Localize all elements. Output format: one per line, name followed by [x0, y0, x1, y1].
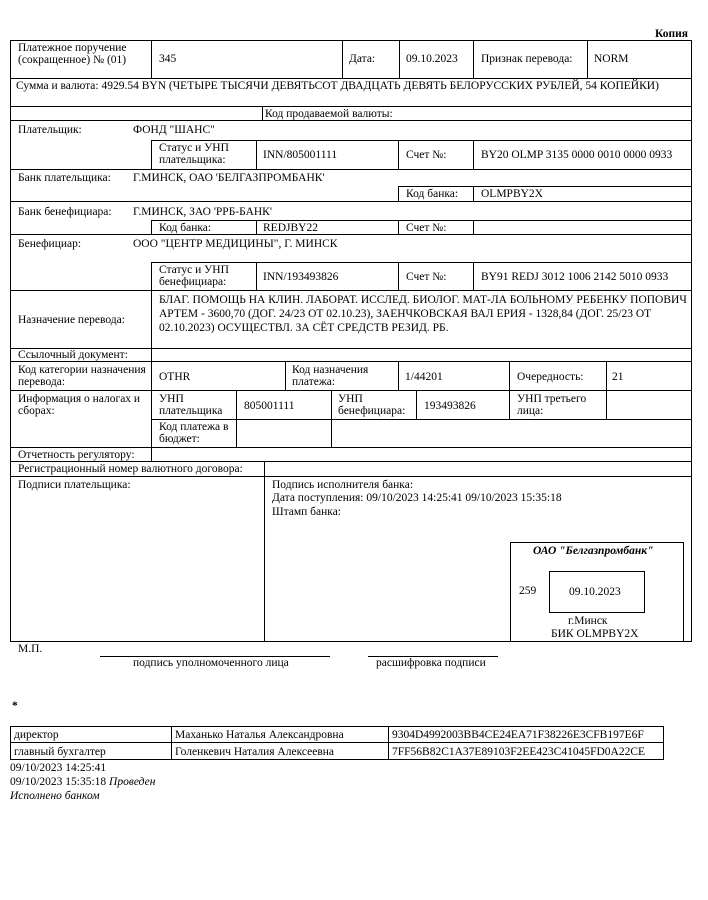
payer-bank-code: OLMPBY2X [481, 188, 543, 200]
payer-name: ФОНД "ШАНС" [133, 124, 215, 136]
beneficiary-status-label: Статус и УНП бенефициара: [159, 264, 229, 288]
signer-hash: 9304D4992003BB4CE24EA71F38226E3CFB197E6F [392, 729, 644, 741]
regulator-label: Отчетность регулятору: [18, 449, 135, 461]
payer-account: BY20 OLMP 3135 0000 0010 0000 0933 [481, 149, 673, 161]
payer-bank-name: Г.МИНСК, ОАО 'БЕЛГАЗПРОМБАНК' [133, 172, 325, 184]
receipt-date: Дата поступления: 09/10/2023 14:25:41 09/10/2023 15:35:18 [272, 492, 562, 504]
stamp-city: г.Минск [568, 615, 608, 627]
beneficiary-account: BY91 REDJ 3012 1006 2142 5010 0933 [481, 271, 669, 283]
category-value: OTHR [159, 371, 191, 383]
purpose-code: 1/44201 [405, 371, 443, 383]
footer-status: Проведен [109, 776, 156, 788]
order-title: Платежное поручение (сокращенное) № (01) [18, 42, 127, 66]
purpose-code-label: Код назначения платежа: [292, 364, 369, 388]
asterisk-mark: * [12, 700, 18, 712]
beneficiary-account-label: Счет №: [406, 271, 447, 283]
copy-label: Копия [655, 28, 688, 40]
order-date: 09.10.2023 [406, 53, 458, 65]
payer-unp: 805001111 [244, 400, 295, 412]
sold-currency-label: Код продаваемой валюты: [265, 108, 393, 120]
currency-contract-label: Регистрационный номер валютного договора: [18, 463, 243, 475]
purpose-label: Назначение перевода: [18, 314, 125, 326]
category-label: Код категории назначения перевода: [18, 364, 146, 388]
stamp-bic: БИК OLMPBY2X [551, 628, 639, 640]
footer-time: 09/10/2023 15:35:18 [10, 776, 107, 788]
budget-code-label: Код платежа в бюджет: [159, 421, 229, 445]
beneficiary-label: Бенефициар: [18, 238, 82, 250]
priority-label: Очередность: [517, 371, 584, 383]
bank-executor-signature: Подпись исполнителя банка: [272, 479, 414, 491]
payer-bank-label: Банк плательщика: [18, 172, 111, 184]
signer-name: Маханько Наталья Александровна [175, 729, 344, 741]
signature-caption: подпись уполномоченного лица [133, 657, 289, 669]
third-party-unp-label: УНП третьего лица: [517, 393, 587, 417]
beneficiary-name: ООО "ЦЕНТР МЕДИЦИНЫ", Г. МИНСК [133, 238, 338, 250]
footer-executed: Исполнено банком [10, 790, 100, 802]
payer-inn: INN/805001111 [263, 149, 338, 161]
purpose-text: БЛАГ. ПОМОЩЬ НА КЛИН. ЛАБОРАТ. ИССЛЕД. БИОЛОГ. МАТ-ЛА БОЛЬНОМУ РЕБЕНКУ ПОПОВИЧ АРТЕМ - 3600,70 (ДОГ. 24/23 ОТ 02.10.23), ЗАЕНЧКОВСКАЯ ВАЛ ЕРИЯ - 1328,84 (ДОГ. 25/23 ОТ 02.10.2023) ОСУЩЕСТВЛ. ЗА СЁТ СРЕДСТВ РЕЗИД. РБ. [159, 294, 687, 334]
beneficiary-unp: 193493826 [424, 400, 476, 412]
payer-unp-label: УНП плательщика [159, 393, 223, 417]
payer-label: Плательщик: [18, 124, 82, 136]
transfer-sign-label: Признак перевода: [481, 53, 573, 65]
beneficiary-bank-label: Банк бенефициара: [18, 206, 112, 218]
beneficiary-unp-label: УНП бенефициара: [338, 393, 406, 417]
order-number: 345 [159, 53, 177, 65]
payer-bank-code-label: Код банка: [406, 188, 459, 200]
signer-role: главный бухгалтер [14, 746, 106, 758]
payer-signatures-label: Подписи плательщика: [18, 479, 131, 491]
decode-caption: расшифровка подписи [376, 657, 486, 669]
stamp-date: 09.10.2023 [569, 586, 621, 598]
footer-timestamp-1: 09/10/2023 14:25:41 [10, 762, 107, 774]
taxes-label: Информация о налогах и сборах: [18, 393, 141, 417]
signer-hash: 7FF56B82C1A37E89103F2EE423C41045FD0A22CE [392, 746, 646, 758]
payer-account-label: Счет №: [406, 149, 447, 161]
beneficiary-bank-code: REDJBY22 [263, 222, 318, 234]
beneficiary-inn: INN/193493826 [263, 271, 339, 283]
amount-text: Сумма и валюта: 4929.54 BYN (ЧЕТЫРЕ ТЫСЯЧИ ДЕВЯТЬСОТ ДВАДЦАТЬ ДЕВЯТЬ БЕЛОРУССКИХ РУБЛЕЙ, 54 КОПЕЙКИ) [16, 80, 659, 92]
beneficiary-bank-code-label: Код банка: [159, 222, 212, 234]
payer-status-label: Статус и УНП плательщика: [159, 142, 229, 166]
stamp-code: 259 [519, 585, 537, 597]
reference-doc-label: Ссылочный документ: [18, 349, 128, 361]
footer-timestamp-2 [10, 776, 155, 788]
stamp-bank-name: ОАО "Белгазпромбанк" [533, 545, 654, 557]
signer-role: директор [14, 729, 59, 741]
mp-label: М.П. [18, 643, 43, 655]
beneficiary-bank-account-label: Счет №: [406, 222, 447, 234]
signer-name: Голенкевич Наталия Алексеевна [175, 746, 335, 758]
priority-value: 21 [612, 371, 624, 383]
transfer-sign-value: NORM [594, 53, 629, 65]
beneficiary-bank-name: Г.МИНСК, ЗАО 'РРБ-БАНК' [133, 206, 272, 218]
date-label: Дата: [349, 53, 376, 65]
bank-stamp-label: Штамп банка: [272, 506, 341, 518]
